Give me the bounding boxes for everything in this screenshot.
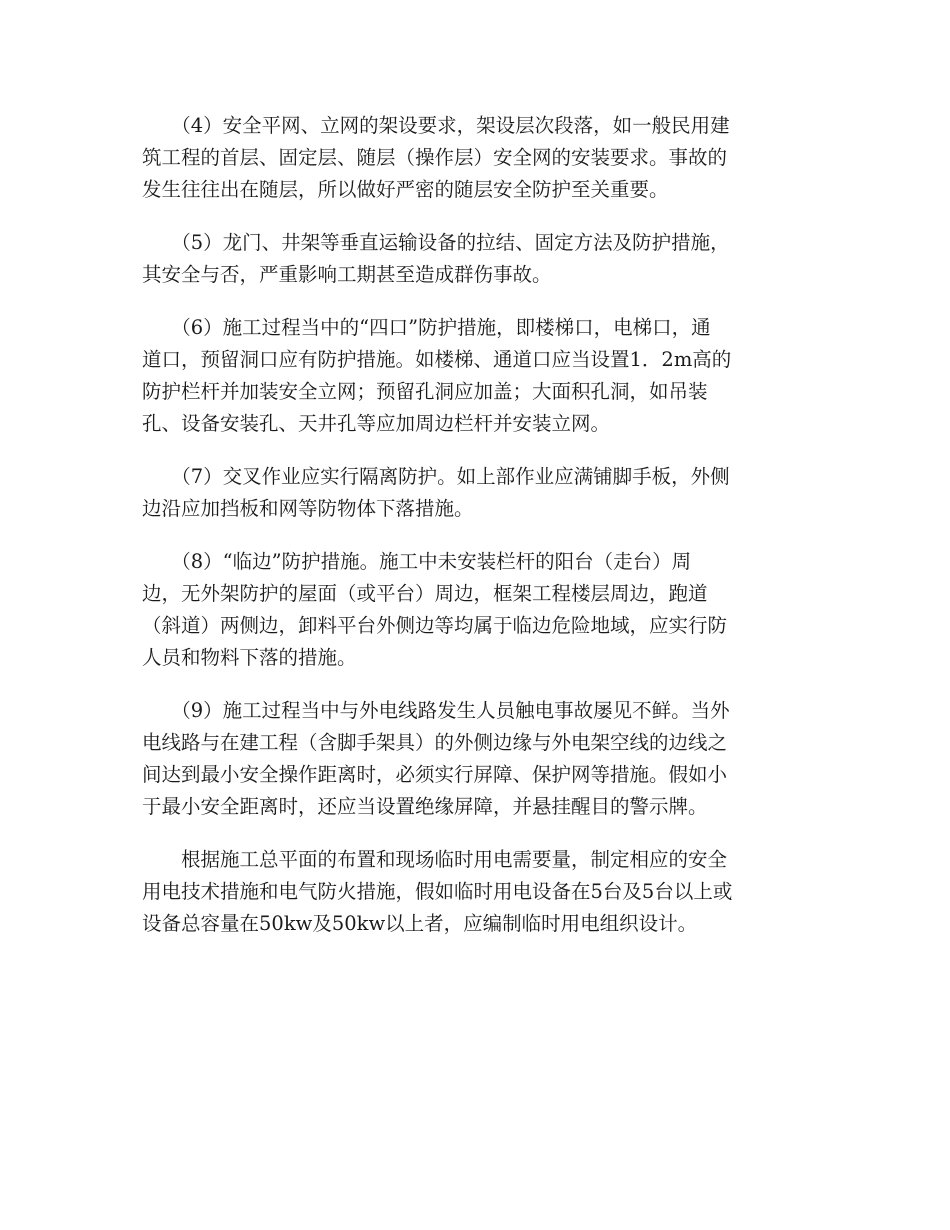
paragraph-8-edge-protection <box>142 546 810 674</box>
text-line: （4）安全平网、立网的架设要求，架设层次段落，如一般民用建 <box>142 114 730 137</box>
text-line: 孔、设备安装孔、天井孔等应加周边栏杆并安装立网。 <box>142 412 611 435</box>
text-line: 防护栏杆并加装安全立网；预留孔洞应加盖；大面积孔洞，如吊装 <box>142 380 708 403</box>
paragraph-spacer <box>142 823 810 844</box>
paragraph-4-safety-nets <box>142 110 810 206</box>
text-line: 筑工程的首层、固定层、随层（操作层）安全网的安装要求。事故的 <box>142 146 728 169</box>
text-line: （5）龙门、井架等垂直运输设备的拉结、固定方法及防护措施， <box>142 231 730 254</box>
text-line: （9）施工过程当中与外电线路发生人员触电事故屡见不鲜。当外 <box>142 699 730 722</box>
text-line: 边，无外架防护的屋面（或平台）周边，框架工程楼层周边，跑道 <box>142 582 708 605</box>
text-line: 其安全与否，严重影响工期甚至造成群伤事故。 <box>142 263 552 286</box>
document-body <box>142 110 810 940</box>
text-line: 用电技术措施和电气防火措施，假如临时用电设备在5台及5台以上或 <box>142 880 733 903</box>
text-line: 边沿应加挡板和网等防物体下落措施。 <box>142 497 474 520</box>
paragraph-5-hoist-equipment <box>142 227 810 291</box>
paragraph-spacer <box>142 291 810 312</box>
paragraph-spacer <box>142 674 810 695</box>
text-line: （6）施工过程当中的“四口”防护措施，即楼梯口，电梯口，通 <box>142 316 711 339</box>
text-line: （7）交叉作业应实行隔离防护。如上部作业应满铺脚手板，外侧 <box>142 465 730 488</box>
text-line: 发生往往出在随层，所以做好严密的随层安全防护至关重要。 <box>142 178 669 201</box>
text-line: 人员和物料下落的措施。 <box>142 646 357 669</box>
text-line: 根据施工总平面的布置和现场临时用电需要量，制定相应的安全 <box>142 848 728 871</box>
text-line: 电线路与在建工程（含脚手架具）的外侧边缘与外电架空线的边线之 <box>142 731 728 754</box>
paragraph-6-four-openings <box>142 312 810 440</box>
paragraph-spacer <box>142 525 810 546</box>
text-line: （斜道）两侧边，卸料平台外侧边等均属于临边危险地域，应实行防 <box>142 614 728 637</box>
paragraph-spacer <box>142 440 810 461</box>
text-line: （8）“临边”防护措施。施工中未安装栏杆的阳台（走台）周 <box>142 550 692 573</box>
text-line: 于最小安全距离时，还应当设置绝缘屏障，并悬挂醒目的警示牌。 <box>142 795 708 818</box>
paragraph-spacer <box>142 206 810 227</box>
paragraph-7-cross-operations <box>142 461 810 525</box>
text-line: 道口，预留洞口应有防护措施。如楼梯、通道口应当设置1．2m高的 <box>142 348 732 371</box>
paragraph-9-power-lines <box>142 695 810 823</box>
text-line: 设备总容量在50kw及50kw以上者，应编制临时用电组织设计。 <box>142 912 698 935</box>
paragraph-temporary-power <box>142 844 810 940</box>
text-line: 间达到最小安全操作距离时，必须实行屏障、保护网等措施。假如小 <box>142 763 728 786</box>
